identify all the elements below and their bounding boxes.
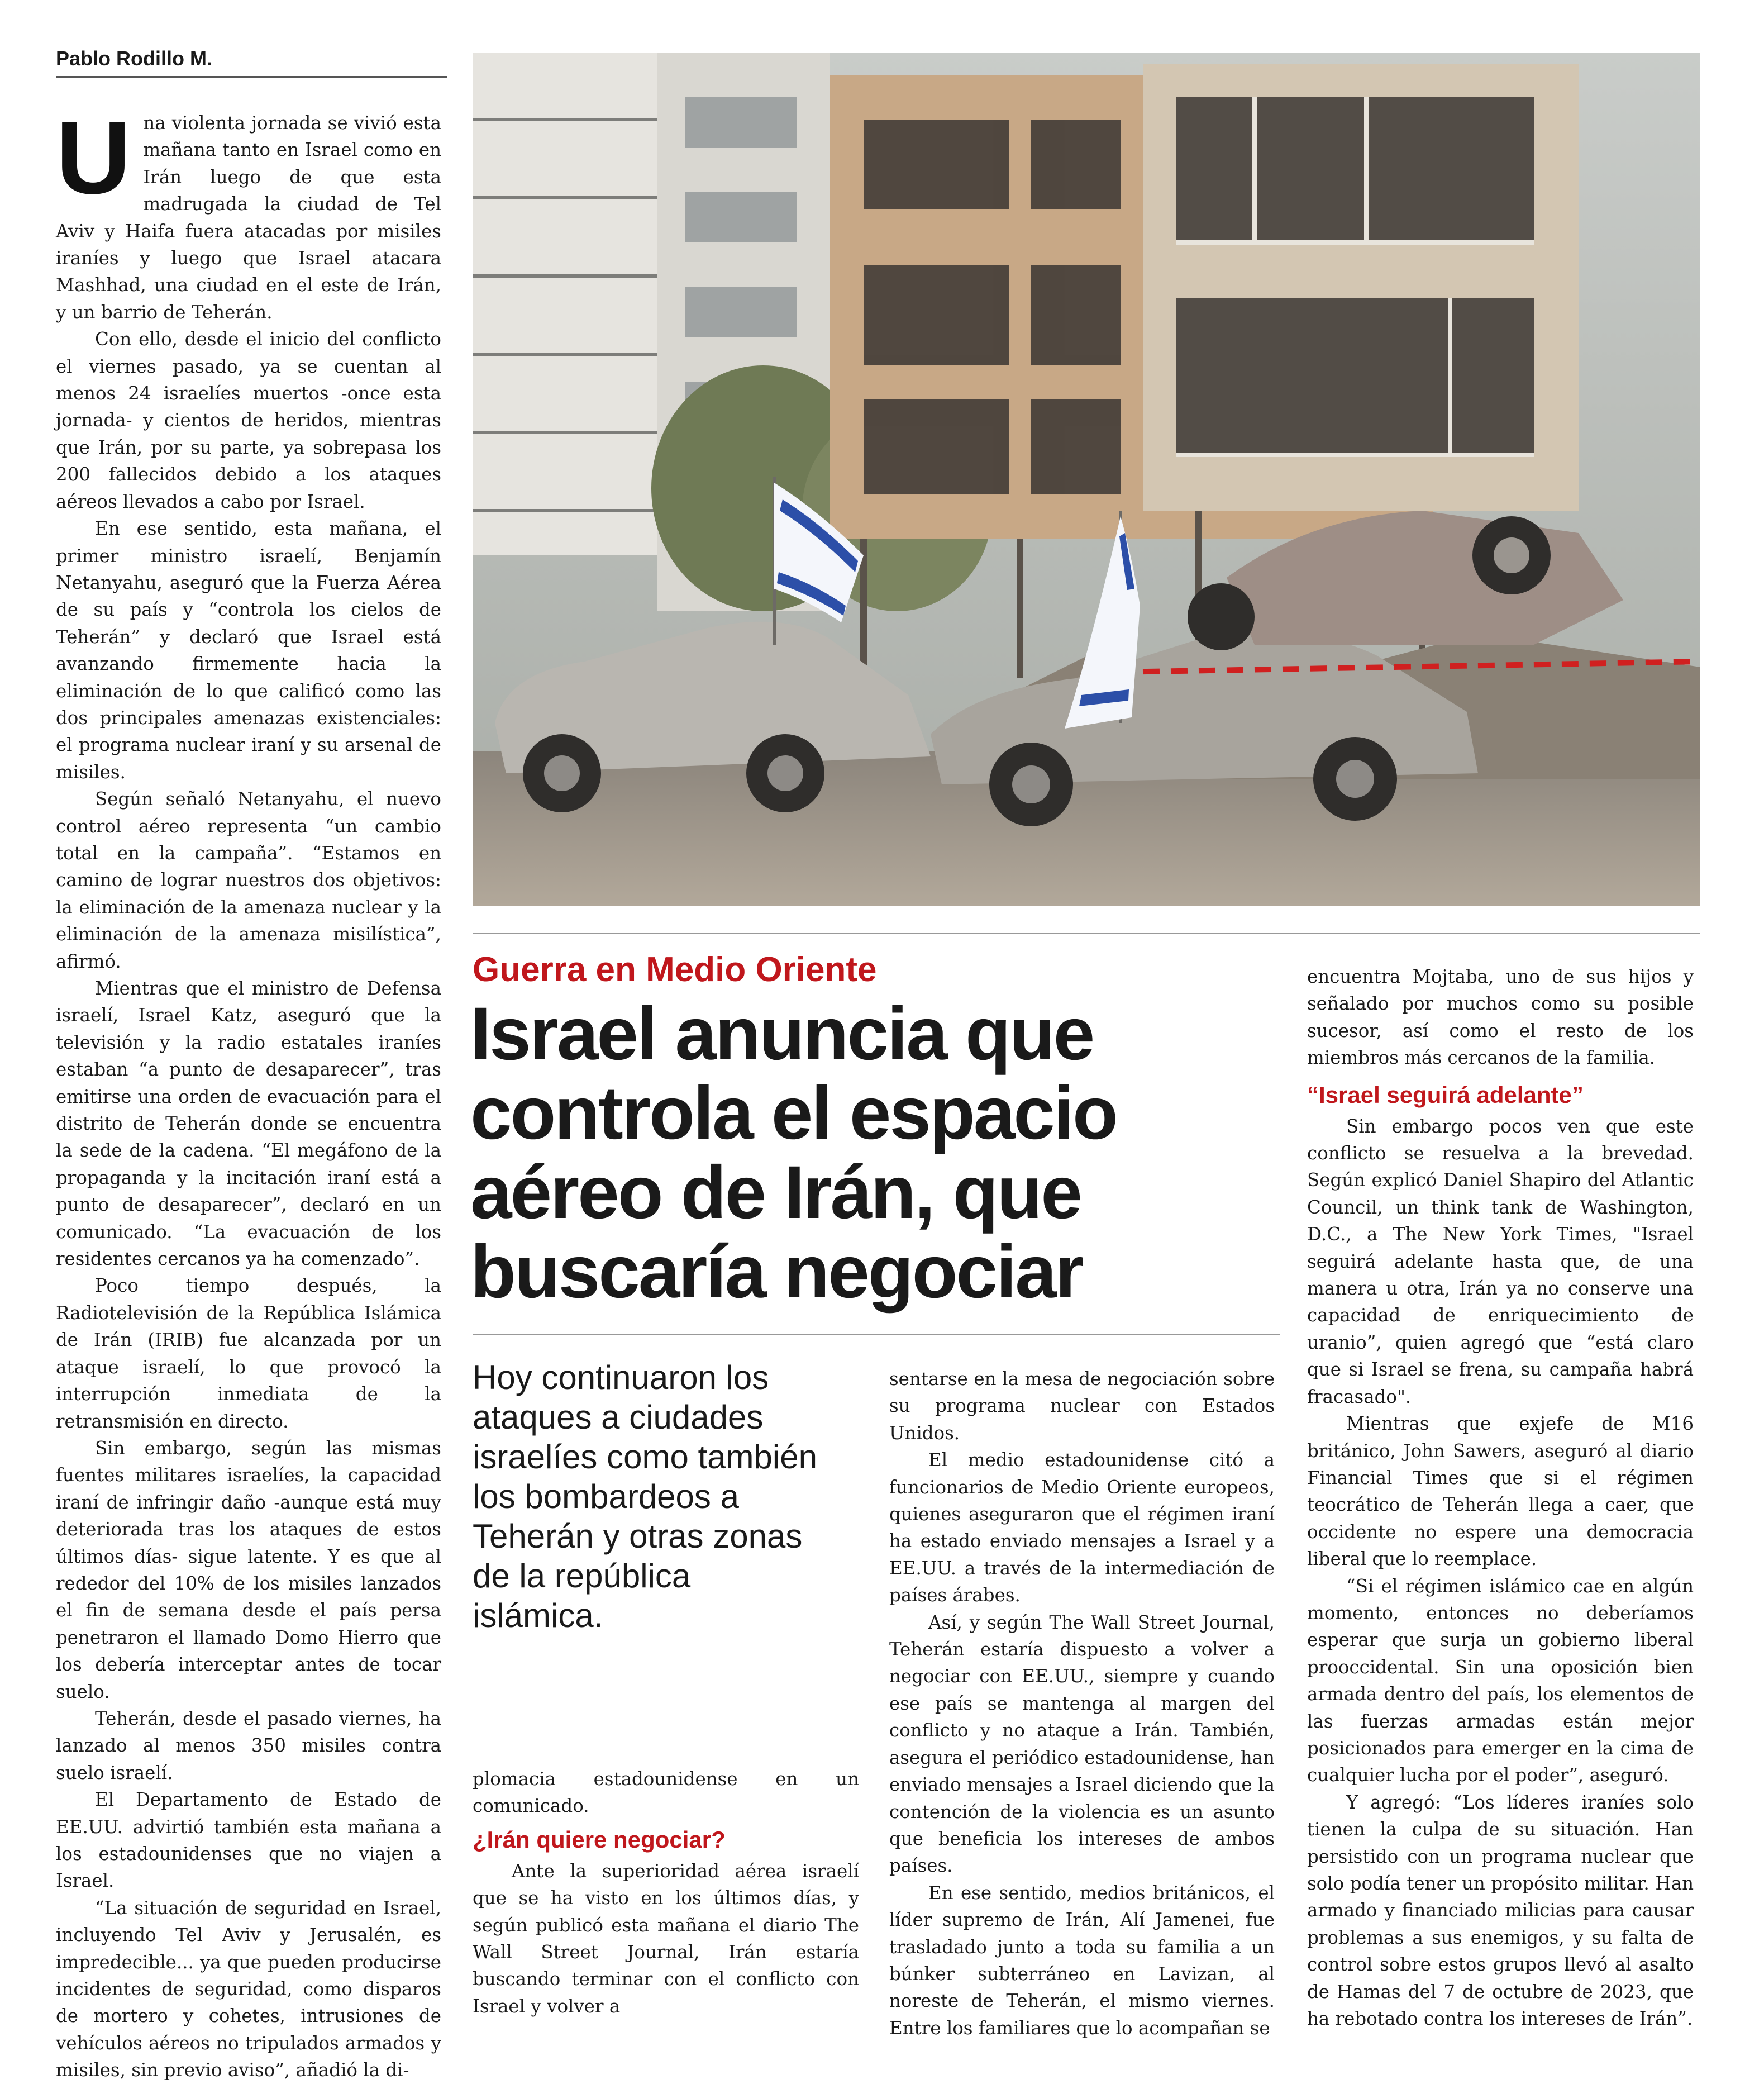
article-column-1 xyxy=(56,100,441,2084)
subhead: Hoy continuaron los ataques a ciudades israelíes como también los bombardeos a Teherán y otras zonas de la república islámica. xyxy=(473,1359,817,1634)
section-heading: ¿Irán quiere negociar? xyxy=(473,1826,726,1853)
paragraph: Sin embargo, según las mismas fuentes militares israelíes, la capacidad iraní de infringir daño -aunque está muy deteriorada tras los ataques de estos últimos días- sigue latente. Y es que al rededor del 10% de los misiles lanzados el fin de semana desde el país persa penetraron el llamado Domo Hierro que los debería interceptar antes de tocar suelo. xyxy=(56,1437,441,1702)
headline-divider xyxy=(473,1334,1280,1335)
paragraph: El Departamento de Estado de EE.UU. advirtió también esta mañana a los estadounidenses que no viajen a Israel. xyxy=(56,1789,441,1892)
article-column-3 xyxy=(889,1365,1275,2042)
headline: Israel anuncia que controla el espacio aéreo de Irán, que buscaría negociar xyxy=(470,992,1117,1314)
photo-divider xyxy=(473,933,1700,934)
byline-divider xyxy=(56,76,447,78)
paragraph: En ese sentido, esta mañana, el primer ministro israelí, Benjamín Netanyahu, aseguró que la Fuerza Aérea de su país y “controla los cielos de Teherán” y declaró que Israel está avanzando firmemente hacia la eliminación de lo que calificó como las dos principales amenazas existenciales: el programa nuclear iraní y su arsenal de misiles. xyxy=(56,518,441,783)
byline: Pablo Rodillo M. xyxy=(56,47,212,70)
news-photo-icon xyxy=(473,53,1700,906)
paragraph: Poco tiempo después, la Radiotelevisión de la República Islámica de Irán (IRIB) fue alcanzada por un ataque israelí, lo que provocó la interrupción inmediata de la retransmisión en directo. xyxy=(56,1275,441,1432)
paragraph: Con ello, desde el inicio del conflicto el viernes pasado, ya se cuentan al menos 24 israelíes muertos -once esta jornada- y cientos de heridos, mientras que Irán, por su parte, ya sobrepasa los 200 fallecidos debido a los ataques aéreos llevados a cabo por Israel. xyxy=(56,329,441,512)
paragraph: sentarse en la mesa de negociación sobre su programa nuclear con Estados Unidos. xyxy=(889,1368,1275,1444)
paragraph: Sin embargo pocos ven que este conflicto se resuelva a la brevedad. Según explicó Daniel Shapiro del Atlantic Council, un think tank de Washington, D.C., a The New York Times, "Israel seguirá adelante hasta que, de una manera u otra, Irán ya no conserve una capacidad de enriquecimiento de uranio”, quien agregó que “está claro que si Israel se frena, su campaña habrá fracasado". xyxy=(1307,1115,1694,1407)
kicker: Guerra en Medio Oriente xyxy=(473,950,877,989)
paragraph: Y agregó: “Los líderes iraníes solo tienen la culpa de su situación. Han persistido con un programa nuclear que solo podía tener un propósito militar. Han armado y financiado milicias para causar problemas a sus enemigos, y su falta de control sobre estos grupos llevó al asalto de Hamas del 7 de octubre de 2023, que ha rebotado contra los intereses de Irán”. xyxy=(1307,1791,1694,2030)
drop-cap: U xyxy=(56,100,131,216)
paragraph: Ante la superioridad aérea israelí que se ha visto en los últimos días, y según publicó esta mañana el diario The Wall Street Journal, Irán estaría buscando terminar con el conflicto con Israel y volver a xyxy=(473,1860,859,2017)
paragraph: Según señaló Netanyahu, el nuevo control aéreo representa “un cambio total en la campaña”. “Estamos en camino de lograr nuestros dos objetivos: la eliminación de la amenaza nuclear y la eliminación de la amenaza misilística”, afirmó. xyxy=(56,788,441,972)
paragraph: “Si el régimen islámico cae en algún momento, entonces no deberíamos esperar que surja un gobierno liberal prooccidental. Sin una oposición bien armada dentro del país, los elementos de las fuerzas armadas están mejor posicionados para emerger en la cima de cualquier lucha por el poder”, aseguró. xyxy=(1307,1575,1694,1786)
paragraph: encuentra Mojtaba, uno de sus hijos y señalado por muchos como su posible sucesor, así como el resto de los miembros más cercanos de la familia. xyxy=(1307,966,1694,1069)
paragraph: El medio estadounidense citó a funcionarios de Medio Oriente europeos, quienes aseguraron que el régimen iraní ha estado enviado mensajes a Israel y a EE.UU. a través de la intermediación de países árabes. xyxy=(889,1449,1275,1606)
article-column-4 xyxy=(1307,963,1694,2032)
paragraph: Mientras que el ministro de Defensa israelí, Israel Katz, aseguró que la televisión y la radio estatales iraníes estaban “a punto de desaparecer”, tras emitirse una orden de evacuación para el distrito de Teherán donde se encuentra la sede de la cadena. “El megáfono de la propaganda y la incitación iraní está a punto de desaparecer”, declaró en un comunicado. “La evacuación de los residentes cercanos ya ha comenzado”. xyxy=(56,978,441,1270)
paragraph: plomacia estadounidense en un comunicado. xyxy=(473,1768,859,1817)
section-heading: “Israel seguirá adelante” xyxy=(1307,1081,1584,1108)
paragraph: Mientras que exjefe de M16 británico, John Sawers, aseguró al diario Financial Times que si el régimen teocrático de Teherán llega a caer, que occidente no espere una democracia liberal que lo reemplace. xyxy=(1307,1413,1694,1570)
lead-paragraph: Una violenta jornada se vivió esta mañana tanto en Israel como en Irán luego de que esta madrugada la ciudad de Tel Aviv y Haifa fuera atacadas por misiles iraníes y luego que Israel atacara Mashhad, una ciudad en el este de Irán, y un barrio de Teherán. xyxy=(56,100,441,323)
paragraph: En ese sentido, medios británicos, el líder supremo de Irán, Alí Jamenei, fue trasladado junto a toda su familia a un búnker subterráneo en Lavizan, al noreste de Teherán, el mismo viernes. Entre los familiares que lo acompañan se xyxy=(889,1882,1275,2039)
news-photo xyxy=(473,53,1700,906)
article-column-2 xyxy=(473,1766,859,2020)
paragraph: “La situación de seguridad en Israel, incluyendo Tel Aviv y Jerusalén, es impredecible... ya que pueden producirse incidentes de seguridad, como disparos de mortero y cohetes, intrusiones de vehículos aéreos no tripulados armados y misiles, sin previo aviso”, añadió la di- xyxy=(56,1897,441,2081)
paragraph: Así, y según The Wall Street Journal, Teherán estaría dispuesto a volver a negociar con EE.UU., siempre y cuando ese país se mantenga al margen del conflicto y no ataque a Irán. También, asegura el periódico estadounidense, han enviado mensajes a Israel diciendo que la contención de la violencia es un asunto que beneficia los intereses de ambos países. xyxy=(889,1611,1275,1877)
paragraph: Teherán, desde el pasado viernes, ha lanzado al menos 350 misiles contra suelo israelí. xyxy=(56,1707,441,1783)
